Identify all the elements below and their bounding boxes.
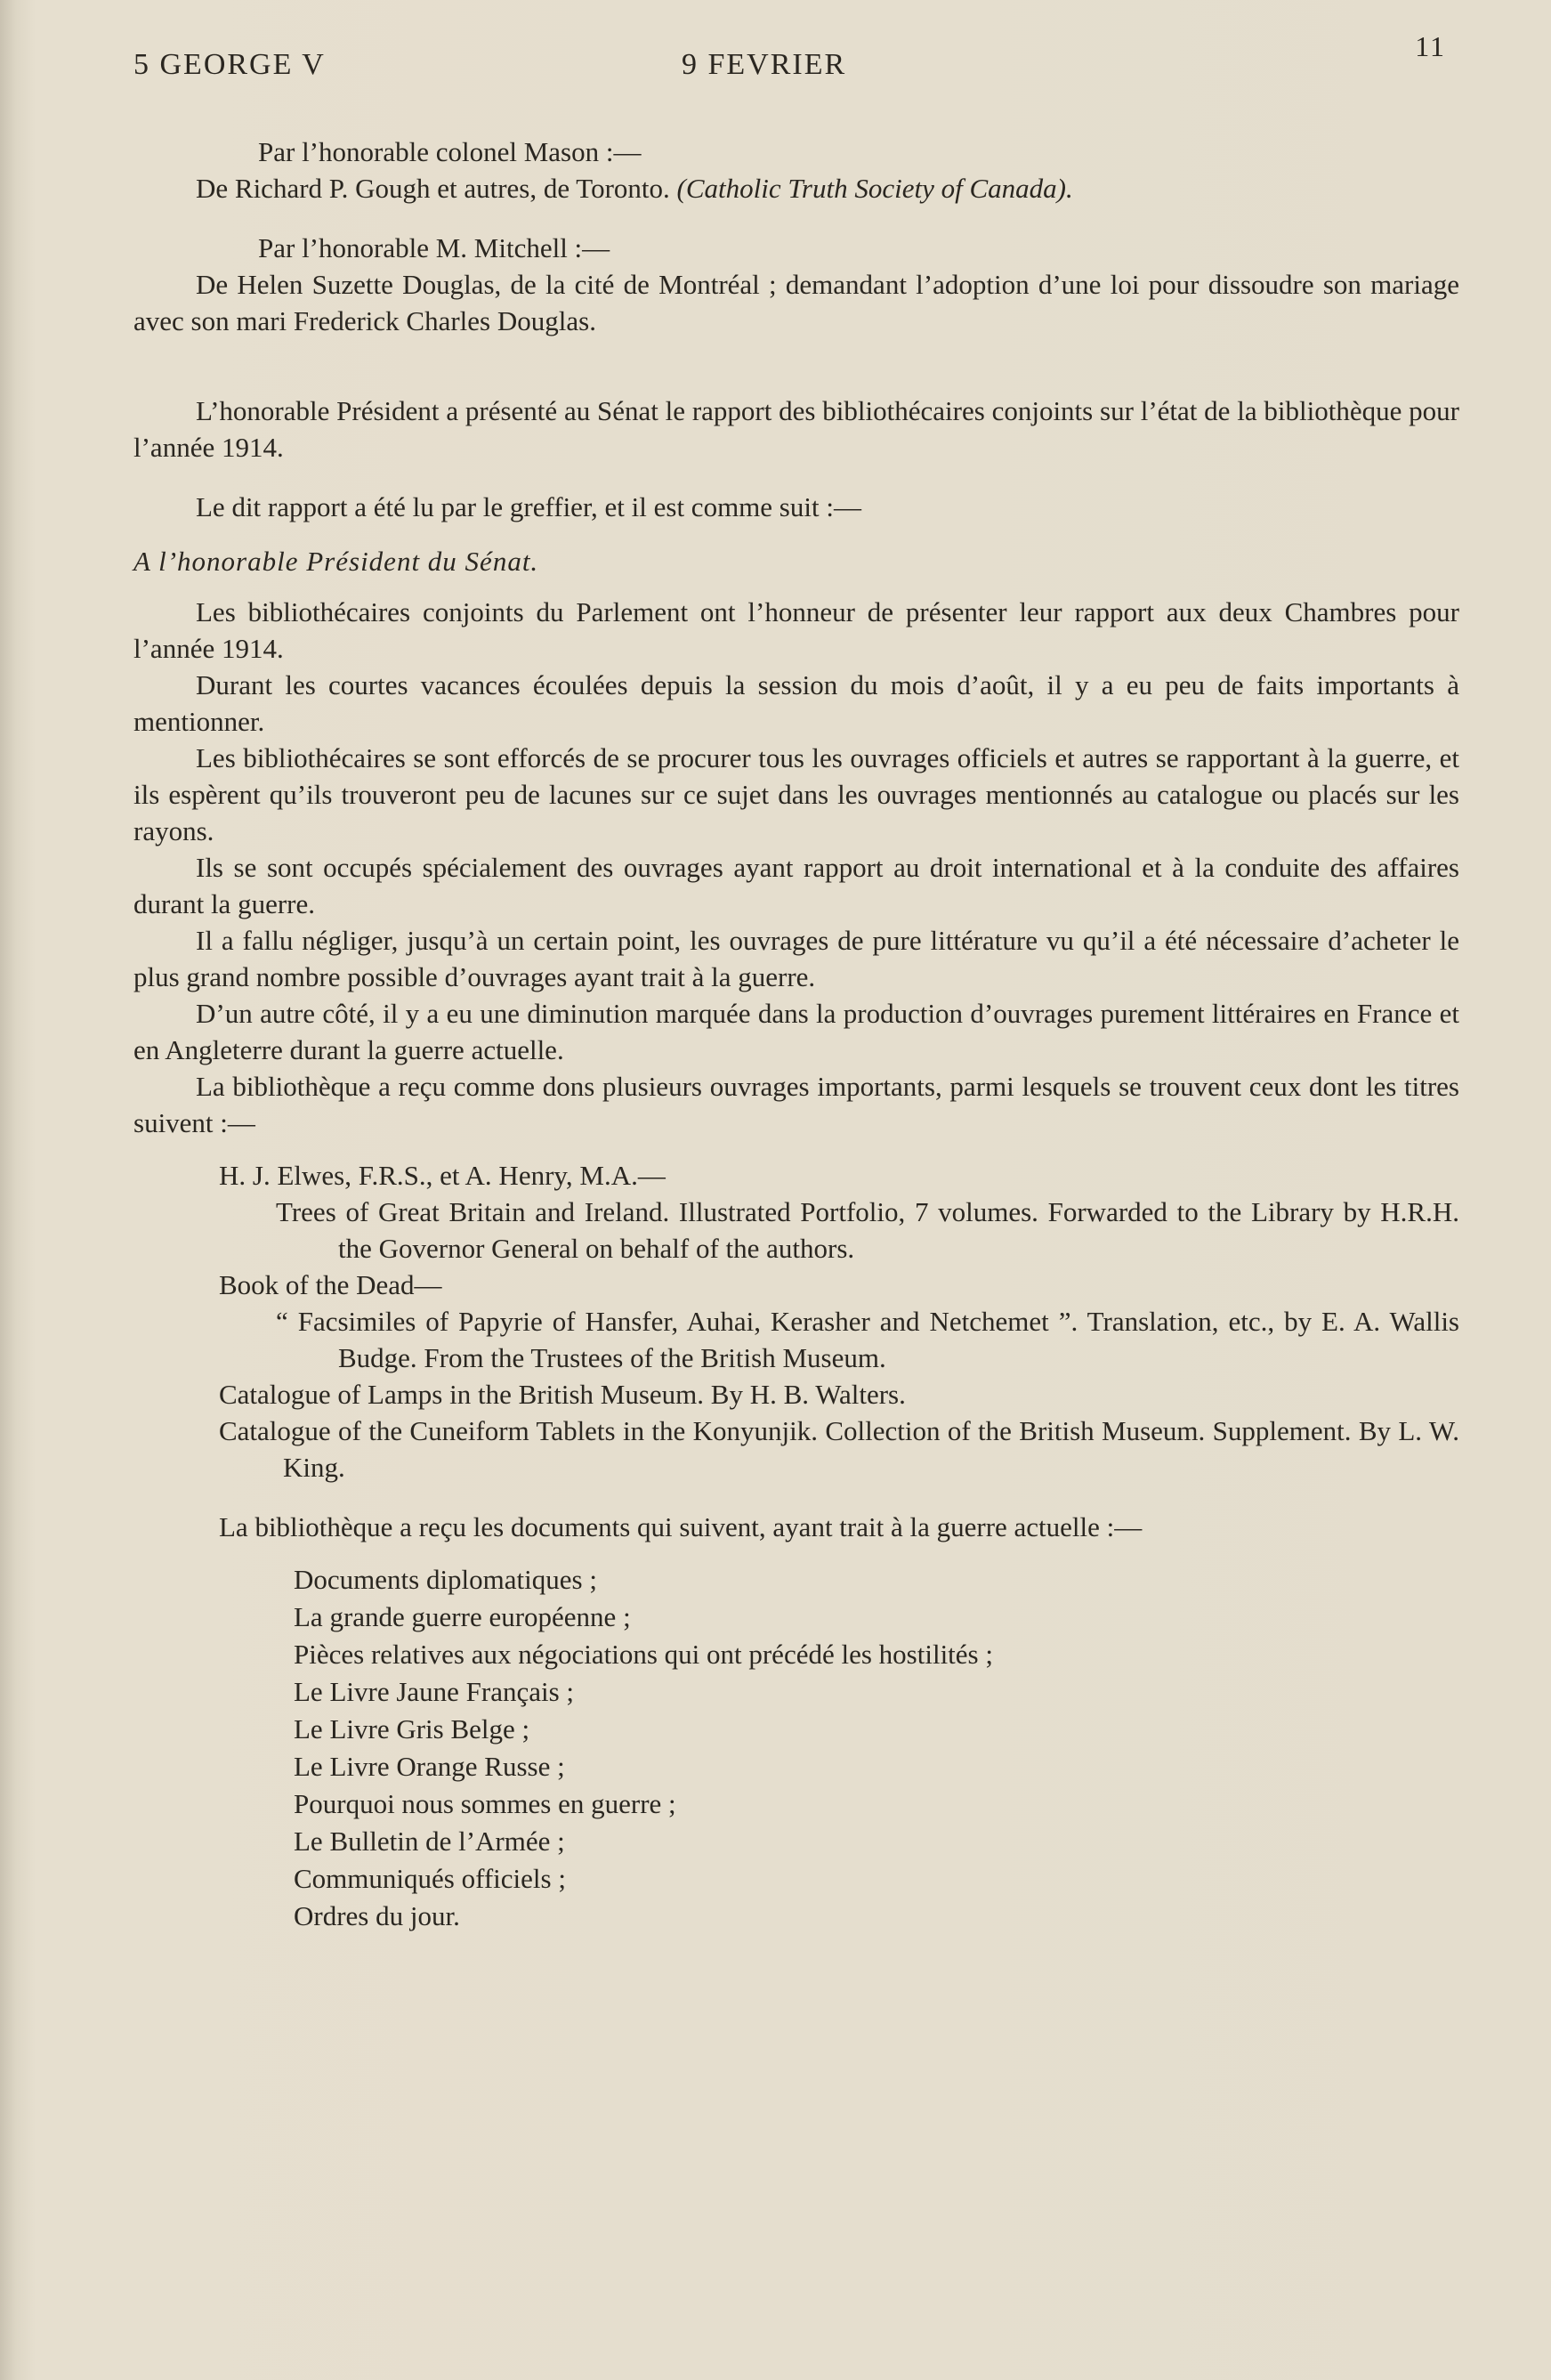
list-item: Documents diplomatiques ; [294,1564,597,1595]
petition-2-text: De Helen Suzette Douglas, de la cité de Montréal ; demandant l’adoption d’une loi pour dissoudre son mariage avec son mari Frederick Charles Douglas. [133,269,1459,336]
petition-1-presenter: Par l’honorable colonel Mason :— [258,136,642,167]
war-documents-list [133,1561,1459,1935]
report-paragraph: Les bibliothécaires se sont efforcés de se procurer tous les ouvrages officiels et autres se rapportant à la guerre, et ils espèrent qu’ils trouveront peu de lacunes sur ce sujet dans les ouvrages mentionnés au catalogue ou placés sur les rayons. [133,742,1459,846]
report-paragraph: Durant les courtes vacances écoulées depuis la session du mois d’août, il y a eu peu de faits importants à mentionner. [133,669,1459,737]
report-paragraph: La bibliothèque a reçu comme dons plusieurs ouvrages importants, parmi lesquels se trouvent ceux dont les titres suivent :— [133,1071,1459,1138]
list-item: Communiqués officiels ; [294,1863,566,1894]
book-entry: Catalogue of Lamps in the British Museum. By H. B. Walters. [219,1379,906,1410]
page-body [133,134,1459,1935]
list-item: Le Livre Gris Belge ; [294,1713,530,1745]
report-intro: L’honorable Président a présenté au Sénat le rapport des bibliothécaires conjoints sur l’état de la bibliothèque pour l’année 1914. [133,395,1459,463]
list-item: Le Livre Jaune Français ; [294,1676,575,1707]
book-author: H. J. Elwes, F.R.S., et A. Henry, M.A.— [219,1160,666,1191]
list-item: Pourquoi nous sommes en guerre ; [294,1788,676,1819]
list-item: Le Bulletin de l’Armée ; [294,1825,565,1857]
report-paragraph: Il a fallu négliger, jusqu’à un certain point, les ouvrages de pure littérature vu qu’il a été nécessaire d’acheter le plus grand nombre possible d’ouvrages ayant trait à la guerre. [133,925,1459,992]
report-paragraph: Les bibliothécaires conjoints du Parlement ont l’honneur de présenter leur rapport aux deux Chambres pour l’année 1914. [133,596,1459,664]
petition-2-presenter: Par l’honorable M. Mitchell :— [258,232,610,263]
documents-intro: La bibliothèque a reçu les documents qui suivent, ayant trait à la guerre actuelle :— [219,1511,1143,1542]
donated-books-list [133,1157,1459,1485]
book-entry: Catalogue of the Cuneiform Tablets in the Konyunjik. Collection of the British Museum. Supplement. By L. W. King. [219,1415,1459,1483]
report-address: A l’honorable Président du Sénat. [133,546,539,577]
list-item: Ordres du jour. [294,1900,460,1931]
report-paragraph: D’un autre côté, il y a eu une diminution marquée dans la production d’ouvrages purement littéraires en France et en Angleterre durant la guerre actuelle. [133,998,1459,1065]
list-item: La grande guerre européenne ; [294,1601,631,1632]
header-date: 9 FEVRIER [682,48,847,81]
list-item: Le Livre Orange Russe ; [294,1751,565,1782]
book-title: Trees of Great Britain and Ireland. Illustrated Portfolio, 7 volumes. Forwarded to the Library by H.R.H. the Governor General on behalf of the authors. [276,1196,1459,1264]
page-header [133,30,1446,84]
report-paragraph: Ils se sont occupés spécialement des ouvrages ayant rapport au droit international et à la conduite des affaires durant la guerre. [133,852,1459,919]
header-session: 5 GEORGE V [133,48,326,81]
petition-1-org: (Catholic Truth Society of Canada). [676,173,1073,204]
petition-1-text: De Richard P. Gough et autres, de Toronto. (Catholic Truth Society of Canada). [196,173,1073,204]
list-item: Pièces relatives aux négociations qui ont précédé les hostilités ; [294,1639,993,1670]
report-read: Le dit rapport a été lu par le greffier, et il est comme suit :— [196,491,861,522]
book-author: Book of the Dead— [219,1269,442,1300]
book-title: “ Facsimiles of Papyrie of Hansfer, Auhai, Kerasher and Netchemet ”. Translation, etc., by E. A. Wallis Budge. From the Trustees of the British Museum. [276,1306,1459,1373]
page-number: 11 [1415,30,1446,62]
